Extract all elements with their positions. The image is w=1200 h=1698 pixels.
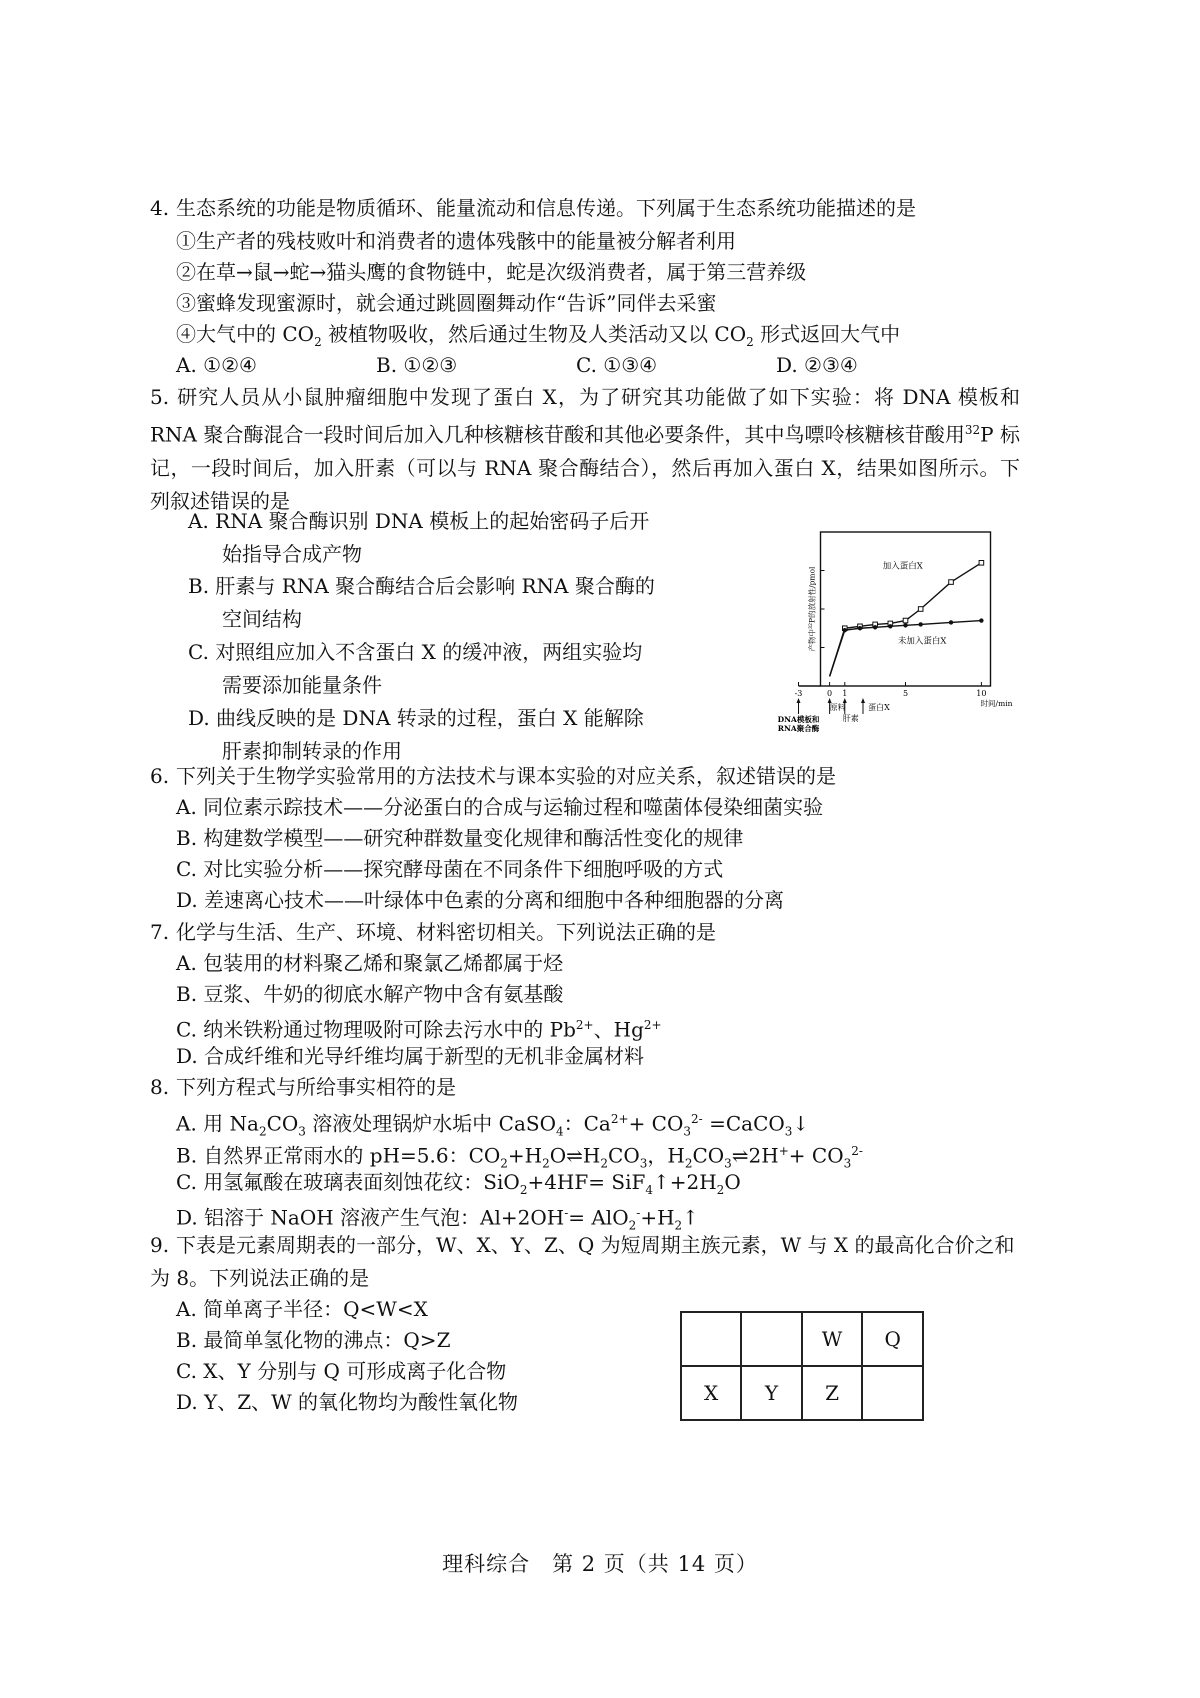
q5-option-a: A. RNA 聚合酶识别 DNA 模板上的起始密码子后开 始指导合成产物 [188, 509, 650, 566]
q4-item-3: ③蜜蜂发现蜜源时，就会通过跳圆圈舞动作“告诉”同伴去采蜜 [176, 291, 717, 315]
chart-y-axis-label: 产物中³²P的放射性/pmol [807, 566, 817, 652]
q7-option-b: B. 豆浆、牛奶的彻底水解产物中含有氨基酸 [176, 982, 564, 1006]
chart-point-square [949, 580, 954, 585]
q6-option-d: D. 差速离心技术——叶绿体中色素的分离和细胞中各种细胞器的分离 [176, 888, 785, 912]
table-cell: W [802, 1312, 863, 1366]
q5-number: 5. [150, 385, 170, 409]
q4-number: 4. [150, 196, 170, 220]
chart-annotation: 原料 [829, 703, 846, 712]
chart-point-circle [903, 623, 907, 627]
q4-options [176, 349, 976, 382]
q7-option-c: C. 纳米铁粉通过物理吸附可除去污水中的 $Pb^{2+}$、$Hg^{2+}$ [176, 1017, 662, 1042]
table-cell [862, 1366, 923, 1420]
page-footer: 理科综合 第 2 页（共 14 页） [442, 1552, 758, 1576]
q6-option-b: B. 构建数学模型——研究种群数量变化规律和酶活性变化的规律 [176, 826, 744, 850]
table-row [681, 1366, 923, 1420]
chart-point-square [918, 607, 923, 612]
chart-point-circle [979, 618, 983, 622]
q4-option-c: C. ①③④ [576, 353, 658, 377]
q5-option-d: D. 曲线反映的是 DNA 转录的过程，蛋白 X 能解除 肝素抑制转录的作用 [188, 706, 644, 763]
chart-point-circle [858, 626, 862, 630]
q9-option-b: B. 最简单氢化物的沸点：Q>Z [176, 1328, 451, 1352]
chart-point-square [903, 618, 908, 623]
chart-point-square [979, 561, 984, 566]
table-cell: Q [862, 1312, 923, 1366]
chart-arrowhead [797, 698, 801, 703]
q7-option-a: A. 包装用的材料聚乙烯和聚氯乙烯都属于烃 [176, 951, 564, 975]
q7-number: 7. [150, 920, 170, 944]
q5-option-c: C. 对照组应加入不含蛋白 X 的缓冲液，两组实验均 需要添加能量条件 [188, 640, 643, 697]
q5-line-chart [725, 520, 1075, 770]
q4-item-1: ①生产者的残枝败叶和消费者的遗体残骸中的能量被分解者利用 [176, 229, 736, 253]
q5-option-b: B. 肝素与 RNA 聚合酶结合后会影响 RNA 聚合酶的 空间结构 [188, 574, 655, 631]
chart-point-circle [918, 622, 922, 626]
q9-option-c: C. X、Y 分别与 Q 可形成离子化合物 [176, 1359, 507, 1383]
table-cell: Z [802, 1366, 863, 1420]
q8-stem: 8. 下列方程式与所给事实相符的是 [150, 1071, 1030, 1104]
chart-annotation: 肝素 [842, 714, 859, 723]
table-cell [741, 1312, 801, 1366]
chart-series-label: 加入蛋白X [882, 561, 923, 572]
chart-x-tick-label: 5 [902, 689, 909, 698]
q9-option-d: D. Y、Z、W 的氧化物均为酸性氧化物 [176, 1390, 519, 1414]
table-cell: Y [741, 1366, 801, 1420]
q8-option-c: C. 用氢氟酸在玻璃表面刻蚀花纹：$SiO_2+4HF= SiF_4↑+2H_2O$ [176, 1170, 741, 1197]
table-cell [681, 1312, 741, 1366]
q6-option-c: C. 对比实验分析——探究酵母菌在不同条件下细胞呼吸的方式 [176, 857, 724, 881]
periodic-table-fragment [680, 1311, 924, 1421]
q4-option-d: D. ②③④ [776, 353, 858, 377]
chart-annotation: RNA聚合酶 [777, 724, 820, 733]
chart-x-tick-label: 1 [842, 689, 848, 698]
q4-option-a: A. ①②④ [176, 353, 257, 377]
q7-stem: 7. 化学与生活、生产、环境、材料密切相关。下列说法正确的是 [150, 916, 1030, 949]
chart-point-circle [873, 625, 877, 629]
q9-stem: 9. 下表是元素周期表的一部分，W、X、Y、Z、Q 为短周期主族元素，W 与 X 的最高化合价之和为 8。下列说法正确的是 [150, 1229, 1020, 1295]
q9-number: 9. [150, 1233, 170, 1257]
q4-item-2: ②在草→鼠→蛇→猫头鹰的食物链中，蛇是次级消费者，属于第三营养级 [176, 260, 807, 284]
q7-option-d: D. 合成纤维和光导纤维均属于新型的无机非金属材料 [176, 1044, 645, 1068]
q8-number: 8. [150, 1075, 170, 1099]
q6-option-a: A. 同位素示踪技术——分泌蛋白的合成与运输过程和噬菌体侵染细菌实验 [176, 795, 824, 819]
chart-point-circle [843, 628, 847, 632]
chart-point-circle [949, 620, 953, 624]
chart-point-circle [888, 624, 892, 628]
chart-arrowhead [861, 698, 865, 703]
q8-option-d: D. 铝溶于 NaOH 溶液产生气泡：$Al+2OH^-= AlO_2^-+H_2↑$ [176, 1205, 699, 1233]
q4-item-4: ④大气中的 $CO_2$ 被植物吸收，然后通过生物及人类活动又以 $CO_2$ 形式返回大气中 [176, 322, 901, 349]
table-cell: X [681, 1366, 741, 1420]
chart-x-tick-label: 10 [976, 689, 987, 698]
q6-number: 6. [150, 764, 170, 788]
chart-annotation: 蛋白X [868, 703, 890, 712]
q9-option-a: A. 简单离子半径：Q<W<X [176, 1297, 428, 1321]
table-row [681, 1312, 923, 1366]
chart-series-line [830, 621, 982, 677]
q4-option-b: B. ①②③ [376, 353, 458, 377]
q4-stem: 4. 生态系统的功能是物质循环、能量流动和信息传递。下列属于生态系统功能描述的是 [150, 192, 1030, 225]
q6-stem: 6. 下列关于生物学实验常用的方法技术与课本实验的对应关系，叙述错误的是 [150, 760, 1030, 793]
chart-x-axis-label: 时间/min [980, 699, 1013, 708]
q8-option-a: A. 用 $Na_2CO_3$ 溶液处理锅炉水垢中 CaSO$_4$：$Ca^{2+}+ CO_3^{2-}$ =CaCO$_3$↓ [176, 1111, 810, 1139]
chart-x-tick-label: 0 [827, 689, 833, 698]
chart-annotation: DNA模板和 [777, 715, 820, 724]
chart-x-tick-label: -3 [794, 689, 803, 698]
chart-series-label: 未加入蛋白X [897, 636, 947, 647]
chart-plot-frame [821, 532, 991, 686]
q5-stem: 5. 研究人员从小鼠肿瘤细胞中发现了蛋白 X，为了研究其功能做了如下实验：将 DNA 模板和 RNA 聚合酶混合一段时间后加入几种核糖核苷酸和其他必要条件，其中鸟嘌呤核糖核苷酸用$^{32}$P 标记，一段时间后，加入肝素（可以与 RNA 聚合酶结合），然后再加入蛋白 X，结果如图所示。下列叙述错误的是 [150, 381, 1020, 518]
q8-option-b: B. 自然界正常雨水的 pH=5.6：$CO_2+H_2O\rightleftharpoons H_2CO_3$，$H_2CO_3\rightleftharpoons 2H^++ CO_3^{2-}$ [176, 1143, 863, 1171]
